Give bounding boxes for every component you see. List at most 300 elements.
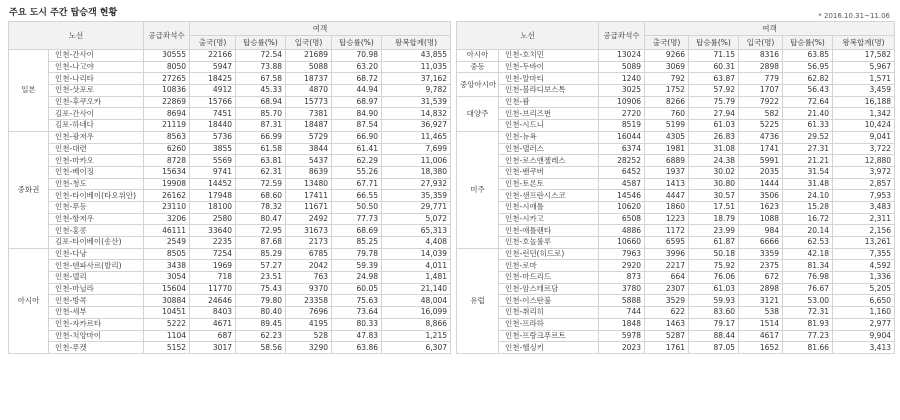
table-row [457,237,895,249]
table-row [457,155,895,167]
total-cell: 18,380 [382,166,451,178]
seats-cell: 3780 [599,283,645,295]
table-row [457,248,895,260]
dep-rate-cell: 45.33 [236,85,286,97]
seats-cell: 10660 [599,237,645,249]
seats-cell: 4587 [599,178,645,190]
dep-rate-cell: 27.94 [689,108,739,120]
table-row [457,283,895,295]
seats-cell: 21119 [144,120,190,132]
table-row [9,318,451,330]
table-row [457,61,895,73]
arr-rate-cell: 72.64 [783,96,833,108]
seats-cell: 2023 [599,342,645,354]
route-cell: 인천-마닐라 [49,283,144,295]
arr-rate-cell: 31.48 [783,178,833,190]
seats-cell: 10620 [599,201,645,213]
arrival-cell: 4736 [739,131,783,143]
total-cell: 3,722 [833,143,895,155]
arr-rate-cell: 85.25 [332,237,382,249]
dep-rate-cell: 87.31 [236,120,286,132]
arrival-cell: 2375 [739,260,783,272]
departure-cell: 622 [645,307,689,319]
total-cell: 1,160 [833,307,895,319]
departure-cell: 11770 [190,283,236,295]
total-cell: 1,481 [382,272,451,284]
table-row [9,272,451,284]
dep-rate-cell: 18.79 [689,213,739,225]
total-cell: 2,311 [833,213,895,225]
total-cell: 2,977 [833,318,895,330]
total-cell: 48,004 [382,295,451,307]
total-cell: 8,866 [382,318,451,330]
departure-cell: 687 [190,330,236,342]
arr-rate-cell: 84.90 [332,108,382,120]
arr-rate-cell: 81.93 [783,318,833,330]
total-cell: 35,359 [382,190,451,202]
arr-rate-cell: 60.05 [332,283,382,295]
arrival-cell: 984 [739,225,783,237]
table-row [9,201,451,213]
table-row [457,108,895,120]
dep-rate-cell: 78.32 [236,201,286,213]
table-row [9,330,451,342]
arrival-cell: 2042 [286,260,332,272]
departure-cell: 1223 [645,213,689,225]
arrival-cell: 31673 [286,225,332,237]
region-cell: 아시아 [457,50,499,62]
departure-cell: 718 [190,272,236,284]
table-row [457,225,895,237]
total-cell: 4,592 [833,260,895,272]
dep-rate-cell: 30.57 [689,190,739,202]
seats-cell: 15634 [144,166,190,178]
arr-rate-cell: 77.23 [783,330,833,342]
arr-rate-cell: 16.72 [783,213,833,225]
dep-rate-cell: 26.83 [689,131,739,143]
departure-cell: 15766 [190,96,236,108]
total-cell: 13,261 [833,237,895,249]
seats-cell: 13024 [599,50,645,62]
dep-rate-cell: 87.05 [689,342,739,354]
arrival-cell: 582 [739,108,783,120]
dep-rate-cell: 58.56 [236,342,286,354]
arrival-cell: 538 [739,307,783,319]
total-cell: 31,539 [382,96,451,108]
departure-cell: 4305 [645,131,689,143]
arr-rate-cell: 70.98 [332,50,382,62]
dep-rate-cell: 79.80 [236,295,286,307]
departure-cell: 1752 [645,85,689,97]
table-row [457,213,895,225]
arr-rate-cell: 62.82 [783,73,833,85]
table-row [457,318,895,330]
route-cell: 인천-프랑크푸르트 [499,330,599,342]
seats-cell: 8728 [144,155,190,167]
dep-rate-cell: 63.87 [689,73,739,85]
total-cell: 9,904 [833,330,895,342]
header-departure: 출국(명) [190,36,236,50]
seats-cell: 5978 [599,330,645,342]
right-table-body [457,50,895,354]
total-cell: 11,035 [382,61,451,73]
departure-cell: 792 [645,73,689,85]
total-cell: 2,156 [833,225,895,237]
seats-cell: 5089 [599,61,645,73]
departure-cell: 9266 [645,50,689,62]
departure-cell: 1937 [645,166,689,178]
seats-cell: 28252 [599,155,645,167]
arrival-cell: 23358 [286,295,332,307]
dep-rate-cell: 61.03 [689,283,739,295]
route-cell: 인천-헬싱키 [499,342,599,354]
departure-cell: 17948 [190,190,236,202]
arr-rate-cell: 62.53 [783,237,833,249]
route-cell: 인천-프라하 [499,318,599,330]
seats-cell: 7963 [599,248,645,260]
arrival-cell: 15773 [286,96,332,108]
arrival-cell: 2492 [286,213,332,225]
seats-cell: 23110 [144,201,190,213]
arr-rate-cell: 29.52 [783,131,833,143]
route-cell: 인천-런던(히드로) [499,248,599,260]
departure-cell: 24646 [190,295,236,307]
route-cell: 인천-블라디보스톡 [499,85,599,97]
seats-cell: 27265 [144,73,190,85]
seats-cell: 26162 [144,190,190,202]
route-cell: 인천-푸동 [49,201,144,213]
header-total: 왕복합계(명) [833,36,895,50]
arr-rate-cell: 68.97 [332,96,382,108]
seats-cell: 1104 [144,330,190,342]
seats-cell: 5152 [144,342,190,354]
total-cell: 11,006 [382,155,451,167]
arrival-cell: 1088 [739,213,783,225]
arr-rate-cell: 66.90 [332,131,382,143]
route-cell: 김포-간사이 [49,108,144,120]
total-cell: 11,465 [382,131,451,143]
seats-cell: 6260 [144,143,190,155]
dep-rate-cell: 75.92 [689,260,739,272]
departure-cell: 5947 [190,61,236,73]
table-row [457,131,895,143]
arrival-cell: 7381 [286,108,332,120]
dep-rate-cell: 83.60 [689,307,739,319]
table-row [9,143,451,155]
departure-cell: 5199 [645,120,689,132]
dep-rate-cell: 71.15 [689,50,739,62]
seats-cell: 2720 [599,108,645,120]
table-row [9,178,451,190]
route-cell: 인천-밴쿠버 [499,166,599,178]
arrival-cell: 6785 [286,248,332,260]
arrival-cell: 779 [739,73,783,85]
dep-rate-cell: 61.03 [689,120,739,132]
total-cell: 4,011 [382,260,451,272]
arr-rate-cell: 24.10 [783,190,833,202]
total-cell: 9,041 [833,131,895,143]
route-cell: 인천-괌 [499,96,599,108]
route-cell: 인천-간사이 [49,50,144,62]
table-row [457,178,895,190]
table-row [457,307,895,319]
arrival-cell: 1707 [739,85,783,97]
dep-rate-cell: 59.93 [689,295,739,307]
arr-rate-cell: 73.64 [332,307,382,319]
route-cell: 인천-시카고 [499,213,599,225]
departure-cell: 3069 [645,61,689,73]
departure-cell: 18100 [190,201,236,213]
total-cell: 21,140 [382,283,451,295]
departure-cell: 3529 [645,295,689,307]
total-cell: 5,967 [833,61,895,73]
arrival-cell: 9370 [286,283,332,295]
region-cell: 중동 [457,61,499,73]
dep-rate-cell: 72.54 [236,50,286,62]
dep-rate-cell: 31.08 [689,143,739,155]
dep-rate-cell: 73.88 [236,61,286,73]
dep-rate-cell: 75.79 [689,96,739,108]
arr-rate-cell: 77.73 [332,213,382,225]
arrival-cell: 5088 [286,61,332,73]
arrival-cell: 2173 [286,237,332,249]
departure-cell: 8403 [190,307,236,319]
route-cell: 인천-시드니 [499,120,599,132]
arr-rate-cell: 61.33 [783,120,833,132]
total-cell: 43,855 [382,50,451,62]
route-cell: 인천-뉴욕 [499,131,599,143]
seats-cell: 8519 [599,120,645,132]
seats-cell: 46111 [144,225,190,237]
departure-cell: 1463 [645,318,689,330]
region-cell: 아시아 [9,248,49,353]
arrival-cell: 4870 [286,85,332,97]
arrival-cell: 3121 [739,295,783,307]
seats-cell: 16044 [599,131,645,143]
arrival-cell: 5729 [286,131,332,143]
table-row [9,131,451,143]
arr-rate-cell: 66.55 [332,190,382,202]
departure-cell: 2217 [645,260,689,272]
table-row [457,190,895,202]
departure-cell: 4912 [190,85,236,97]
left-table-body [9,50,451,354]
header-arrival: 입국(명) [286,36,332,50]
arrival-cell: 1741 [739,143,783,155]
arr-rate-cell: 76.67 [783,283,833,295]
total-cell: 7,699 [382,143,451,155]
departure-cell: 2307 [645,283,689,295]
table-row [9,225,451,237]
route-cell: 인천-호놀룰루 [499,237,599,249]
route-cell: 인천-타이베이(타오위안) [49,190,144,202]
arr-rate-cell: 56.95 [783,61,833,73]
region-cell: 중앙아시아 [457,73,499,96]
header-passenger: 여객 [645,22,895,36]
route-cell: 인천-세부 [49,307,144,319]
departure-cell: 1761 [645,342,689,354]
departure-cell: 3996 [645,248,689,260]
arr-rate-cell: 56.43 [783,85,833,97]
route-cell: 인천-암스테르담 [499,283,599,295]
table-row [9,260,451,272]
seats-cell: 2920 [599,260,645,272]
dep-rate-cell: 23.51 [236,272,286,284]
departure-cell: 2580 [190,213,236,225]
table-row [9,96,451,108]
arrival-cell: 763 [286,272,332,284]
arr-rate-cell: 44.94 [332,85,382,97]
arrival-cell: 5437 [286,155,332,167]
header-departure: 출국(명) [645,36,689,50]
arrival-cell: 3290 [286,342,332,354]
route-cell: 인천-알마티 [499,73,599,85]
arr-rate-cell: 80.33 [332,318,382,330]
arrival-cell: 1652 [739,342,783,354]
arr-rate-cell: 62.29 [332,155,382,167]
arrival-cell: 8316 [739,50,783,62]
seats-cell: 1240 [599,73,645,85]
seats-cell: 5888 [599,295,645,307]
arr-rate-cell: 68.72 [332,73,382,85]
arrival-cell: 11671 [286,201,332,213]
total-cell: 5,072 [382,213,451,225]
route-cell: 인천-댈러스 [499,143,599,155]
dep-rate-cell: 50.18 [689,248,739,260]
route-cell: 인천-토론토 [499,178,599,190]
arrival-cell: 2035 [739,166,783,178]
dep-rate-cell: 79.17 [689,318,739,330]
dep-rate-cell: 60.31 [689,61,739,73]
arrival-cell: 672 [739,272,783,284]
header-arr-rate: 탑승률(%) [783,36,833,50]
departure-cell: 18425 [190,73,236,85]
arrival-cell: 3359 [739,248,783,260]
arr-rate-cell: 50.50 [332,201,382,213]
table-row [9,283,451,295]
arr-rate-cell: 68.69 [332,225,382,237]
dep-rate-cell: 66.99 [236,131,286,143]
arrival-cell: 7922 [739,96,783,108]
dep-rate-cell: 30.80 [689,178,739,190]
left-table [8,21,451,354]
table-row [9,295,451,307]
dep-rate-cell: 57.92 [689,85,739,97]
arr-rate-cell: 21.40 [783,108,833,120]
arrival-cell: 5991 [739,155,783,167]
departure-cell: 1981 [645,143,689,155]
seats-cell: 6452 [599,166,645,178]
total-cell: 3,413 [833,342,895,354]
total-cell: 4,408 [382,237,451,249]
dep-rate-cell: 75.43 [236,283,286,295]
total-cell: 1,342 [833,108,895,120]
departure-cell: 760 [645,108,689,120]
dep-rate-cell: 89.45 [236,318,286,330]
total-cell: 3,972 [833,166,895,178]
departure-cell: 1172 [645,225,689,237]
arrival-cell: 18737 [286,73,332,85]
total-cell: 16,188 [833,96,895,108]
route-cell: 인천-청도 [49,178,144,190]
arrival-cell: 4617 [739,330,783,342]
seats-cell: 19908 [144,178,190,190]
seats-cell: 8050 [144,61,190,73]
route-cell: 인천-마드리드 [499,272,599,284]
route-cell: 인천-나고야 [49,61,144,73]
departure-cell: 7254 [190,248,236,260]
departure-cell: 1860 [645,201,689,213]
departure-cell: 5736 [190,131,236,143]
total-cell: 37,162 [382,73,451,85]
table-row [9,248,451,260]
dep-rate-cell: 24.38 [689,155,739,167]
seats-cell: 3054 [144,272,190,284]
header-route: 노선 [9,22,144,50]
dep-rate-cell: 57.27 [236,260,286,272]
arr-rate-cell: 24.98 [332,272,382,284]
arr-rate-cell: 75.63 [332,295,382,307]
seats-cell: 1848 [599,318,645,330]
total-cell: 12,880 [833,155,895,167]
dep-rate-cell: 62.31 [236,166,286,178]
seats-cell: 2549 [144,237,190,249]
departure-cell: 1413 [645,178,689,190]
seats-cell: 15604 [144,283,190,295]
region-cell: 유럽 [457,248,499,353]
route-cell: 인천-샌프란시스코 [499,190,599,202]
header-total: 왕복합계(명) [382,36,451,50]
departure-cell: 14452 [190,178,236,190]
header-route: 노선 [457,22,599,50]
dep-rate-cell: 72.59 [236,178,286,190]
page-title: 주요 도시 주간 탑승객 현황 [9,8,118,18]
header-arr-rate: 탑승률(%) [332,36,382,50]
arrival-cell: 13480 [286,178,332,190]
seats-cell: 30884 [144,295,190,307]
total-cell: 7,355 [833,248,895,260]
table-row [457,330,895,342]
total-cell: 1,571 [833,73,895,85]
dep-rate-cell: 63.81 [236,155,286,167]
departure-cell: 6595 [645,237,689,249]
seats-cell: 3438 [144,260,190,272]
dep-rate-cell: 61.87 [689,237,739,249]
table-row [9,85,451,97]
route-cell: 인천-델리 [49,272,144,284]
table-row [9,50,451,62]
seats-cell: 14546 [599,190,645,202]
departure-cell: 5569 [190,155,236,167]
arr-rate-cell: 21.21 [783,155,833,167]
seats-cell: 3025 [599,85,645,97]
departure-cell: 5287 [645,330,689,342]
arr-rate-cell: 27.31 [783,143,833,155]
arr-rate-cell: 55.26 [332,166,382,178]
table-row [9,73,451,85]
total-cell: 6,307 [382,342,451,354]
departure-cell: 7451 [190,108,236,120]
table-row [457,272,895,284]
date-range: * 2016.10.31~11.06 [818,12,890,20]
seats-cell: 5222 [144,318,190,330]
route-cell: 인천-삿포로 [49,85,144,97]
seats-cell: 8505 [144,248,190,260]
arr-rate-cell: 59.39 [332,260,382,272]
dep-rate-cell: 76.06 [689,272,739,284]
route-cell: 인천-마카오 [49,155,144,167]
route-cell: 인천-브리즈번 [499,108,599,120]
